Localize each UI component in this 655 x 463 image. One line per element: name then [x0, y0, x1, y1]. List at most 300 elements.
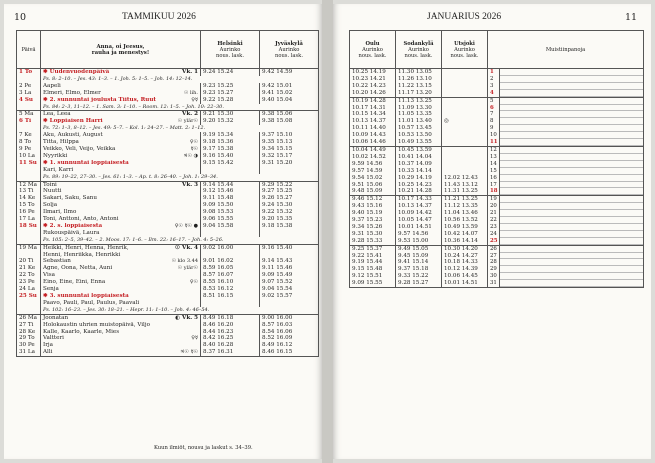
note-day-number: 27 [488, 253, 500, 260]
name-day-cell [41, 195, 201, 202]
week-number: ◐ Vk. 5 [175, 314, 198, 321]
utsjoki-sun-times [442, 154, 488, 161]
note-line[interactable] [500, 83, 644, 90]
day-label: 8 To [17, 139, 41, 146]
oulu-sun-times: 9.15 15.48 [350, 266, 396, 273]
day-cell [17, 237, 41, 244]
name-day-cell [41, 252, 201, 259]
utsjoki-sun-times: 11.21 13.25 [442, 196, 488, 203]
astro-symbol: ☉ ylär☉ [177, 265, 198, 272]
col-header-notes: Muistiinpanoja [488, 31, 644, 69]
day-row [17, 146, 319, 153]
scripture-row [17, 174, 319, 181]
day-label: 25 Su [17, 293, 41, 300]
note-day-number: 10 [488, 132, 500, 139]
name-day-cell [41, 146, 201, 153]
utsjoki-sun-times [442, 139, 488, 146]
scripture-row [17, 237, 319, 244]
helsinki-sun-times: 9.17 15.38 [201, 146, 260, 153]
name-day-text: Sakari, Saku, Sanu [43, 195, 97, 202]
day-row [17, 195, 319, 202]
day-label [17, 230, 41, 237]
note-day-number: 2 [488, 76, 500, 83]
day-row [350, 69, 644, 76]
name-day-cell [41, 265, 201, 272]
name-day-cell [41, 188, 201, 195]
name-day-text: Agne, Oona, Netta, Auni [43, 265, 113, 272]
col-header-day: Päivä [17, 31, 41, 69]
day-label: 2 Pe [17, 83, 41, 90]
jyvaskyla-sun-times [260, 230, 319, 237]
helsinki-sun-times: 9.01 16.02 [201, 258, 260, 265]
name-day-text: Heikki, Henri, Henna, Henrik, [43, 244, 129, 251]
helsinki-sun-times: 8.55 16.10 [201, 279, 260, 286]
name-day-text: Titta, Hilppa [43, 139, 79, 146]
day-label: 18 Su [17, 223, 41, 230]
name-day-cell [41, 209, 201, 216]
note-line[interactable] [500, 118, 644, 125]
utsjoki-sun-times [442, 97, 488, 104]
day-row [17, 223, 319, 230]
jyvaskyla-sun-times: 9.38 15.06 [262, 111, 293, 118]
helsinki-sun-times: 8.53 16.12 [201, 286, 260, 293]
jyvaskyla-sun-times: 9.40 15.04 [262, 96, 293, 103]
note-line[interactable] [500, 90, 644, 97]
sodankyla-sun-times: 9.45 15.09 [396, 253, 442, 260]
scripture-row [17, 125, 319, 132]
helsinki-sun-times: 8.44 16.23 [201, 329, 260, 336]
day-row [350, 196, 644, 203]
note-day-number: 8 [488, 118, 500, 125]
utsjoki-sun-times: 10.42 14.07 [442, 231, 488, 238]
sodankyla-sun-times: 9.28 15.27 [396, 280, 442, 287]
note-line[interactable] [500, 188, 644, 195]
helsinki-sun-times: 9.23 15.27 [201, 90, 260, 97]
utsjoki-sun-times: 10.12 14.39 [442, 266, 488, 273]
jyvaskyla-sun-times: 9.07 15.52 [262, 279, 293, 286]
note-day-number: 1 [488, 69, 500, 76]
note-line[interactable] [500, 231, 644, 238]
col-header-sodankyla: Sodankylä Aurinko nous. lask. [396, 31, 442, 69]
name-day-cell [41, 300, 201, 307]
day-row [350, 210, 644, 217]
oulu-sun-times: 10.19 14.28 [350, 97, 396, 104]
helsinki-sun-times [201, 300, 260, 307]
name-day-cell [41, 132, 201, 139]
note-line[interactable] [500, 111, 644, 118]
utsjoki-sun-times: 11.43 13.12 [442, 182, 488, 189]
day-row [350, 280, 644, 287]
oulu-sun-times: 9.09 15.55 [350, 280, 396, 287]
day-row [350, 97, 644, 104]
name-day-cell [41, 322, 201, 329]
day-label: 12 Ma [17, 181, 41, 188]
day-row [350, 231, 644, 238]
note-line[interactable] [500, 203, 644, 210]
note-line[interactable] [500, 182, 644, 189]
name-day-cell [41, 167, 201, 174]
name-day-cell [41, 90, 201, 97]
name-day-cell [41, 349, 201, 356]
astro-symbol: ♀☉ [189, 279, 198, 286]
helsinki-sun-times: 9.04 15.58 [201, 223, 260, 230]
note-line[interactable] [500, 168, 644, 175]
helsinki-sun-times: 8.51 16.15 [201, 293, 260, 300]
jyvaskyla-sun-times: 9.37 15.10 [262, 132, 293, 139]
day-label: 4 Su [17, 97, 41, 104]
utsjoki-sun-times [442, 83, 488, 90]
note-line[interactable] [500, 238, 644, 245]
name-day-text: ✱ 1. sunnuntai loppiaisesta [43, 159, 129, 166]
name-day-cell [41, 202, 201, 209]
note-day-number: 23 [488, 224, 500, 231]
utsjoki-sun-times [442, 105, 488, 112]
day-row [350, 217, 644, 224]
day-row [350, 90, 644, 97]
utsjoki-sun-times [442, 111, 488, 118]
note-line[interactable] [500, 196, 644, 203]
astro-symbol: ♃☉ ◑ [183, 152, 198, 159]
helsinki-sun-times: 8.46 16.20 [201, 322, 260, 329]
day-label: 26 Ma [17, 314, 41, 321]
helsinki-sun-times: 9.06 15.55 [201, 216, 260, 223]
day-label: 1 To [17, 69, 41, 76]
note-line[interactable] [500, 245, 644, 252]
name-day-cell [41, 279, 201, 286]
name-day-text: Rukouspäivä, Laura [43, 229, 100, 236]
day-label [17, 252, 41, 259]
helsinki-sun-times: 9.18 15.36 [201, 139, 260, 146]
note-day-number: 31 [488, 280, 500, 287]
oulu-sun-times: 10.23 14.21 [350, 76, 396, 83]
utsjoki-sun-times: 10.24 14.27 [442, 253, 488, 260]
name-day-cell [41, 216, 201, 223]
utsjoki-sun-times [442, 69, 488, 76]
name-day-text: Toini [43, 181, 57, 188]
note-day-number: 6 [488, 105, 500, 112]
note-line[interactable] [500, 105, 644, 112]
sodankyla-sun-times: 10.01 14.51 [396, 224, 442, 231]
note-line[interactable] [500, 132, 644, 139]
sodankyla-sun-times: 11.13 13.25 [396, 97, 442, 104]
day-row [17, 167, 319, 174]
sodankyla-sun-times: 10.53 13.50 [396, 132, 442, 139]
name-day-text: Joonatan [43, 314, 69, 321]
sodankyla-sun-times: 11.30 13.05 [396, 69, 442, 76]
day-row [17, 69, 319, 76]
day-label: 17 La [17, 216, 41, 223]
jyvaskyla-sun-times: 9.34 15.15 [262, 145, 293, 152]
note-line[interactable] [500, 224, 644, 231]
note-day-number: 20 [488, 203, 500, 210]
week-number: ☉ Vk. 4 [175, 244, 198, 251]
note-line[interactable] [500, 280, 644, 287]
jyvaskyla-sun-times: 9.38 15.08 [262, 118, 293, 125]
oulu-sun-times: 10.13 14.37 [350, 118, 396, 125]
day-cell [17, 174, 41, 181]
helsinki-sun-times: 9.19 15.34 [201, 132, 260, 139]
note-day-number: 11 [488, 139, 500, 146]
scripture-row [17, 76, 319, 83]
utsjoki-sun-times: 12.02 12.43 [442, 175, 488, 182]
day-label: 6 Ti [17, 118, 41, 125]
day-label: 3 La [17, 90, 41, 97]
day-label: 21 Ke [17, 265, 41, 272]
helsinki-sun-times: 8.49 16.18 [201, 314, 260, 321]
jyvaskyla-sun-times: 9.22 15.32 [262, 209, 293, 216]
jyvaskyla-sun-times: 8.49 16.12 [262, 342, 293, 349]
scripture-row [17, 104, 319, 111]
sodankyla-sun-times: 11.17 13.20 [396, 90, 442, 97]
name-day-cell [41, 335, 201, 342]
oulu-sun-times: 9.31 15.30 [350, 231, 396, 238]
sodankyla-sun-times: 10.13 14.37 [396, 203, 442, 210]
note-day-number: 22 [488, 217, 500, 224]
day-cell [17, 104, 41, 111]
right-page [333, 4, 651, 459]
jyvaskyla-sun-times: 8.52 16.09 [262, 335, 293, 342]
day-row [17, 314, 319, 321]
note-line[interactable] [500, 146, 644, 153]
note-line[interactable] [500, 76, 644, 83]
helsinki-sun-times: 9.15 15.42 [201, 160, 260, 167]
note-line[interactable] [500, 253, 644, 260]
utsjoki-sun-times [442, 146, 488, 153]
helsinki-sun-times: 8.40 16.28 [201, 342, 260, 349]
note-day-number: 15 [488, 168, 500, 175]
name-day-cell [41, 160, 201, 167]
note-line[interactable] [500, 154, 644, 161]
name-day-cell [41, 69, 201, 76]
note-line[interactable] [500, 139, 644, 146]
name-day-cell [41, 244, 201, 251]
helsinki-sun-times: 9.09 15.50 [201, 202, 260, 209]
day-row [17, 252, 319, 259]
page-number-right: 11 [625, 12, 638, 23]
note-line[interactable] [500, 210, 644, 217]
oulu-sun-times: 9.34 15.26 [350, 224, 396, 231]
note-line[interactable] [500, 273, 644, 280]
helsinki-sun-times: 9.22 15.28 [201, 97, 260, 104]
col-header-motto: Anna, oi Jeesus, rauha ja menestys! [41, 31, 201, 69]
day-label: 14 Ke [17, 195, 41, 202]
jyvaskyla-sun-times: 9.09 15.49 [262, 272, 293, 279]
oulu-sun-times: 9.59 14.56 [350, 161, 396, 168]
day-row [17, 181, 319, 188]
name-day-text: Solja [43, 202, 58, 209]
oulu-sun-times: 9.12 15.51 [350, 273, 396, 280]
sodankyla-sun-times: 10.57 13.45 [396, 125, 442, 132]
utsjoki-sun-times: 10.30 14.20 [442, 245, 488, 252]
name-day-cell [41, 223, 201, 230]
note-day-number: 14 [488, 161, 500, 168]
jyvaskyla-sun-times: 9.16 15.40 [262, 244, 293, 251]
sodankyla-sun-times: 9.41 15.14 [396, 259, 442, 266]
day-row [17, 139, 319, 146]
name-day-text: Aapeli [43, 82, 61, 89]
helsinki-sun-times: 9.23 15.25 [201, 83, 260, 90]
oulu-sun-times: 9.43 15.16 [350, 203, 396, 210]
jyvaskyla-sun-times: 8.54 16.06 [262, 328, 293, 335]
name-day-text: Nuutti [43, 188, 62, 195]
utsjoki-sun-times: 11.04 13.46 [442, 210, 488, 217]
sodankyla-sun-times: 11.09 13.30 [396, 105, 442, 112]
name-day-text: Senja [43, 286, 59, 293]
day-row [350, 259, 644, 266]
helsinki-sun-times: 9.08 15.53 [201, 209, 260, 216]
col-header-jyvaskyla: Jyväskylä Aurinko nous. lask. [260, 31, 319, 69]
day-row [17, 279, 319, 286]
day-row [350, 132, 644, 139]
note-day-number: 29 [488, 266, 500, 273]
day-cell [17, 307, 41, 314]
helsinki-sun-times: 9.21 15.30 [201, 111, 260, 118]
sodankyla-sun-times: 11.26 13.10 [396, 76, 442, 83]
day-label: 24 La [17, 286, 41, 293]
name-day-cell [41, 314, 201, 321]
jyvaskyla-sun-times: 9.24 15.30 [262, 202, 293, 209]
name-day-text: Aku, Aukusti, August [43, 132, 103, 139]
sodankyla-sun-times: 10.41 14.04 [396, 154, 442, 161]
name-day-cell [41, 230, 201, 237]
note-day-number: 30 [488, 273, 500, 280]
utsjoki-sun-times: 11.12 13.35 [442, 203, 488, 210]
oulu-sun-times: 9.51 15.06 [350, 182, 396, 189]
helsinki-sun-times [201, 167, 260, 174]
sodankyla-sun-times: 10.49 13.55 [396, 139, 442, 146]
sodankyla-sun-times: 10.33 14.14 [396, 168, 442, 175]
day-row [17, 209, 319, 216]
utsjoki-sun-times: 10.06 14.45 [442, 273, 488, 280]
jyvaskyla-sun-times: 9.29 15.22 [262, 181, 293, 188]
helsinki-sun-times: 9.02 16.00 [201, 244, 260, 251]
note-line[interactable] [500, 125, 644, 132]
oulu-sun-times: 9.54 15.02 [350, 175, 396, 182]
jyvaskyla-sun-times: 9.11 15.46 [262, 265, 293, 272]
helsinki-sun-times: 9.14 15.44 [201, 181, 260, 188]
note-day-number: 3 [488, 83, 500, 90]
oulu-sun-times: 10.09 14.43 [350, 132, 396, 139]
name-day-text: Elmeri, Elmo, Elmer [43, 89, 101, 96]
scripture-reference: Ps. 102: 16–23. – Jes. 30: 18–21. – Hepr. 11: 1–10. – Joh. 4: 46–54. [43, 306, 210, 313]
day-row [17, 97, 319, 104]
utsjoki-sun-times: 10.18 14.33 [442, 259, 488, 266]
utsjoki-sun-times [442, 76, 488, 83]
name-day-cell [41, 286, 201, 293]
oulu-sun-times: 10.15 14.34 [350, 111, 396, 118]
day-row [350, 105, 644, 112]
name-day-cell [41, 111, 201, 118]
jyvaskyla-sun-times: 9.31 15.20 [262, 159, 293, 166]
day-row [17, 230, 319, 237]
helsinki-sun-times: 9.12 15.46 [201, 188, 260, 195]
sodankyla-sun-times: 10.17 14.33 [396, 196, 442, 203]
astro-symbol: ☉ ylär☉ [177, 118, 198, 125]
scripture-reference: Ps. 8: 2–10. – Jes. 43: 1–3. – 1. Joh. 5: 1–5. – Joh. 14: 12–14. [43, 75, 193, 82]
name-day-text: Nyyrikki [43, 152, 68, 159]
utsjoki-sun-times: 10.01 14.51 [442, 280, 488, 287]
day-label: 16 Pe [17, 209, 41, 216]
jyvaskyla-sun-times: 9.42 15.01 [262, 82, 293, 89]
name-day-text: Veikko, Veli, Veijo, Veikka [43, 145, 116, 152]
jyvaskyla-sun-times: 9.32 15.17 [262, 152, 293, 159]
jyvaskyla-sun-times: 9.35 15.13 [262, 139, 293, 146]
note-line[interactable] [500, 161, 644, 168]
scripture-reference: Ps. 105: 2–5, 39–42. – 2. Moos. 17: 1–6. – Ilm. 22: 16–17. – Joh. 4: 5–26. [43, 236, 224, 243]
oulu-sun-times: 9.40 15.19 [350, 210, 396, 217]
sodankyla-sun-times: 10.21 14.28 [396, 188, 442, 195]
day-row [17, 293, 319, 300]
day-label: 13 Ti [17, 188, 41, 195]
day-row [350, 224, 644, 231]
day-cell [17, 76, 41, 83]
note-line[interactable] [500, 97, 644, 104]
sodankyla-sun-times: 9.33 15.22 [396, 273, 442, 280]
oulu-sun-times: 10.25 14.19 [350, 69, 396, 76]
name-day-text: Irja [43, 342, 53, 349]
jyvaskyla-sun-times [260, 300, 319, 307]
note-day-number: 5 [488, 97, 500, 104]
book-gutter [322, 0, 333, 463]
note-line[interactable] [500, 175, 644, 182]
helsinki-sun-times: 9.20 15.32 [201, 118, 260, 125]
note-day-number: 13 [488, 154, 500, 161]
note-day-number: 17 [488, 182, 500, 189]
utsjoki-sun-times [442, 168, 488, 175]
name-day-text: Holokaustin uhrien muistopäivä, Viljo [43, 321, 150, 328]
week-number: Vk. 3 [181, 181, 198, 188]
name-day-text: Paavo, Pauli, Paul, Paulus, Paavali [43, 299, 140, 306]
day-label: 11 Su [17, 160, 41, 167]
oulu-sun-times: 10.17 14.31 [350, 105, 396, 112]
utsjoki-sun-times: 10.36 14.14 [442, 238, 488, 245]
note-line[interactable] [500, 266, 644, 273]
oulu-sun-times: 10.04 14.49 [350, 146, 396, 153]
note-line[interactable] [500, 217, 644, 224]
day-row [350, 111, 644, 118]
day-label: 10 La [17, 153, 41, 160]
day-label: 23 Pe [17, 279, 41, 286]
astro-symbol: ☿☉ [190, 145, 198, 152]
day-row [17, 153, 319, 160]
jyvaskyla-sun-times: 9.18 15.38 [262, 222, 293, 229]
jyvaskyla-sun-times [260, 252, 319, 259]
sodankyla-sun-times: 11.05 13.35 [396, 111, 442, 118]
sodankyla-sun-times: 10.09 14.42 [396, 210, 442, 217]
oulu-sun-times: 9.46 15.12 [350, 196, 396, 203]
utsjoki-sun-times [442, 125, 488, 132]
calendar-table-right [349, 30, 644, 288]
month-title-left: TAMMIKUU 2026 [122, 12, 196, 22]
oulu-sun-times: 10.11 14.40 [350, 125, 396, 132]
day-row [350, 266, 644, 273]
astro-symbol: ☉ lih. [183, 89, 198, 96]
astro-symbol: ♀☿ [191, 335, 198, 342]
oulu-sun-times: 10.02 14.52 [350, 154, 396, 161]
utsjoki-sun-times [442, 90, 488, 97]
day-row [350, 139, 644, 146]
day-label: 22 To [17, 272, 41, 279]
note-line[interactable] [500, 69, 644, 76]
day-row [350, 203, 644, 210]
jyvaskyla-sun-times [260, 167, 319, 174]
helsinki-sun-times: 8.57 16.07 [201, 272, 260, 279]
note-line[interactable] [500, 259, 644, 266]
day-row [17, 349, 319, 356]
utsjoki-sun-times: 10.49 13.59 [442, 224, 488, 231]
jyvaskyla-sun-times: 8.57 16.03 [262, 321, 293, 328]
jyvaskyla-sun-times: 9.14 15.43 [262, 258, 293, 265]
